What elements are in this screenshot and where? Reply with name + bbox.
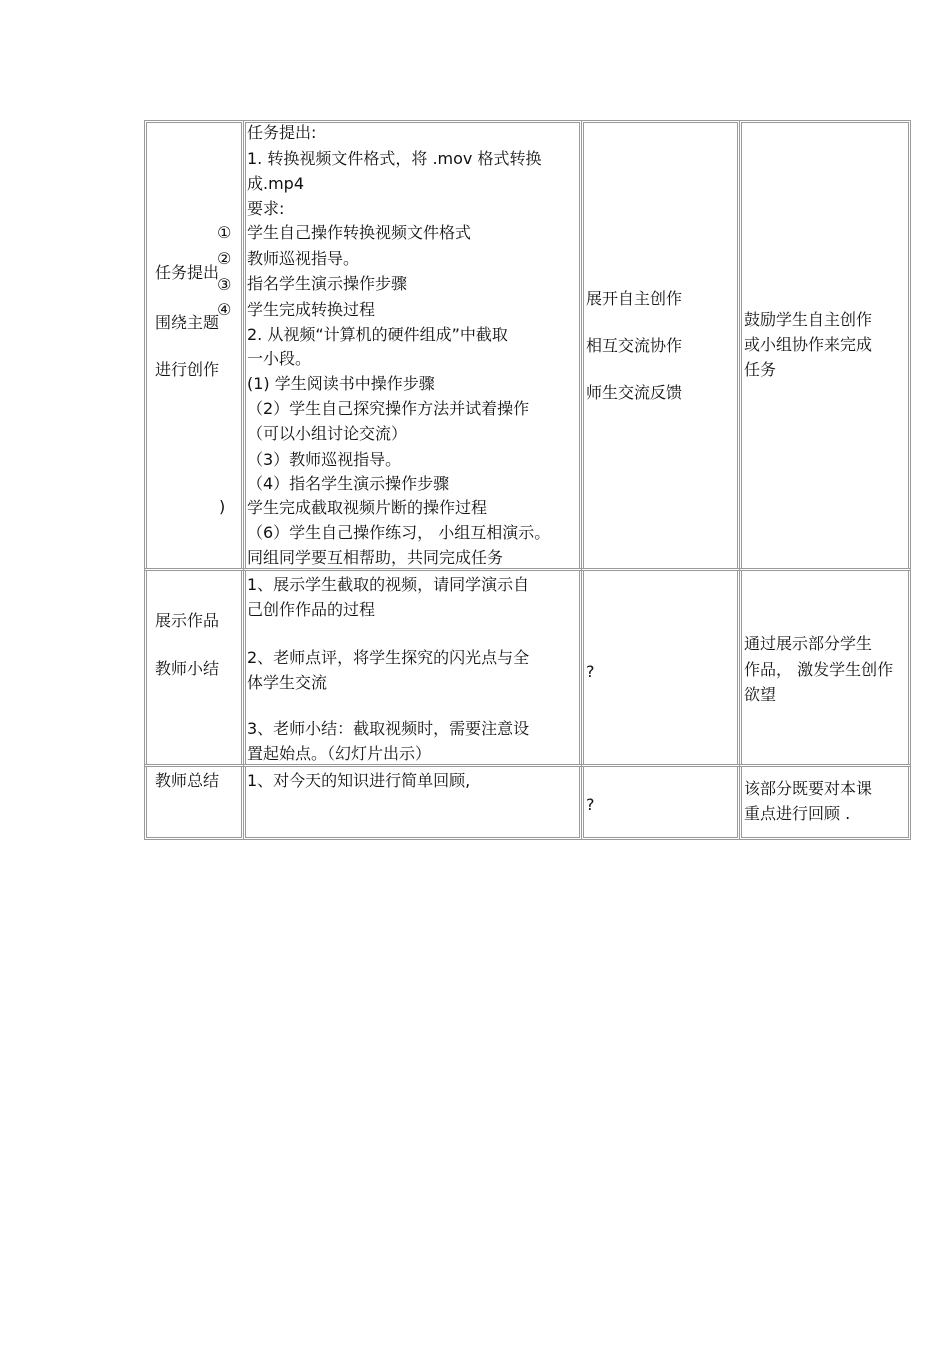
- content-line: (1) 学生阅读书中操作步骤: [247, 374, 435, 393]
- content-line: 学生完成截取视频片断的操作过程: [247, 498, 488, 517]
- content-line: （2）学生自己探究操作方法并试着操作: [247, 399, 530, 418]
- design-intent-cell: [739, 764, 911, 840]
- list-marker: ): [219, 497, 226, 516]
- list-marker: ②: [217, 249, 232, 268]
- lesson-plan-table: [144, 120, 911, 840]
- stage-line: 教师总结: [155, 771, 220, 790]
- intent-line: 或小组协作来完成: [744, 335, 873, 354]
- student-line: ?: [586, 662, 595, 681]
- content-line: 指名学生演示操作步骤: [247, 274, 408, 293]
- content-line: （可以小组讨论交流）: [247, 424, 408, 443]
- content-line: 学生完成转换过程: [247, 300, 376, 319]
- list-marker: ①: [217, 223, 232, 242]
- content-line: 2、老师点评，将学生探究的闪光点与全: [247, 648, 530, 667]
- content-line: 体学生交流: [247, 673, 328, 692]
- content-line: （6）学生自己操作练习， 小组互相演示。: [247, 523, 551, 542]
- table-row: [144, 764, 911, 840]
- intent-line: 鼓励学生自主创作: [744, 310, 873, 329]
- content-cell: [243, 568, 582, 767]
- intent-line: 作品， 激发学生创作: [744, 660, 894, 679]
- student-line: 师生交流反馈: [586, 383, 683, 402]
- content-line: 1、展示学生截取的视频，请同学演示自: [247, 575, 530, 594]
- student-activity-cell: [581, 764, 740, 840]
- content-line: 任务提出:: [247, 123, 317, 142]
- stage-line: 展示作品: [155, 611, 220, 630]
- content-line: （3）教师巡视指导。: [247, 450, 402, 469]
- content-line: 1. 转换视频文件格式，将 .mov 格式转换: [247, 149, 542, 168]
- table-row: [144, 568, 911, 767]
- intent-line: 重点进行回顾 .: [744, 804, 851, 823]
- content-line: 3、老师小结：截取视频时，需要注意设: [247, 719, 530, 738]
- stage-cell: [144, 120, 244, 571]
- content-line: 教师巡视指导。: [247, 249, 360, 268]
- content-line: 2. 从视频“计算机的硬件组成”中截取: [247, 325, 508, 344]
- content-line: 一小段。: [247, 349, 312, 368]
- content-line: 置起始点。（幻灯片出示）: [247, 744, 432, 763]
- stage-cell: [144, 568, 244, 767]
- content-line: 成.mp4: [247, 174, 305, 193]
- content-line: 己创作作品的过程: [247, 600, 376, 619]
- student-activity-cell: [581, 568, 740, 767]
- list-marker: ④: [217, 300, 232, 319]
- content-line: （4）指名学生演示操作步骤: [247, 474, 450, 493]
- table-row: [144, 120, 911, 571]
- intent-line: 通过展示部分学生: [744, 634, 873, 653]
- stage-line: 围绕主题: [155, 313, 220, 332]
- content-cell: [243, 764, 582, 840]
- content-line: 学生自己操作转换视频文件格式: [247, 223, 472, 242]
- list-marker: ③: [217, 275, 232, 294]
- student-line: 展开自主创作: [586, 289, 683, 308]
- stage-cell: [144, 764, 244, 840]
- stage-line: 进行创作: [155, 360, 220, 379]
- stage-line: 教师小结: [155, 659, 220, 678]
- intent-line: 欲望: [744, 685, 777, 704]
- content-cell: [243, 120, 582, 571]
- content-line: 1、对今天的知识进行简单回顾,: [247, 771, 471, 790]
- design-intent-cell: [739, 568, 911, 767]
- student-line: 相互交流协作: [586, 336, 683, 355]
- design-intent-cell: [739, 120, 911, 571]
- intent-line: 该部分既要对本课: [744, 779, 873, 798]
- student-activity-cell: [581, 120, 740, 571]
- content-line: 同组同学要互相帮助，共同完成任务: [247, 548, 504, 567]
- content-line: 要求:: [247, 199, 285, 218]
- intent-line: 任务: [744, 360, 777, 379]
- student-line: ?: [586, 795, 595, 814]
- stage-line: 任务提出: [155, 263, 220, 282]
